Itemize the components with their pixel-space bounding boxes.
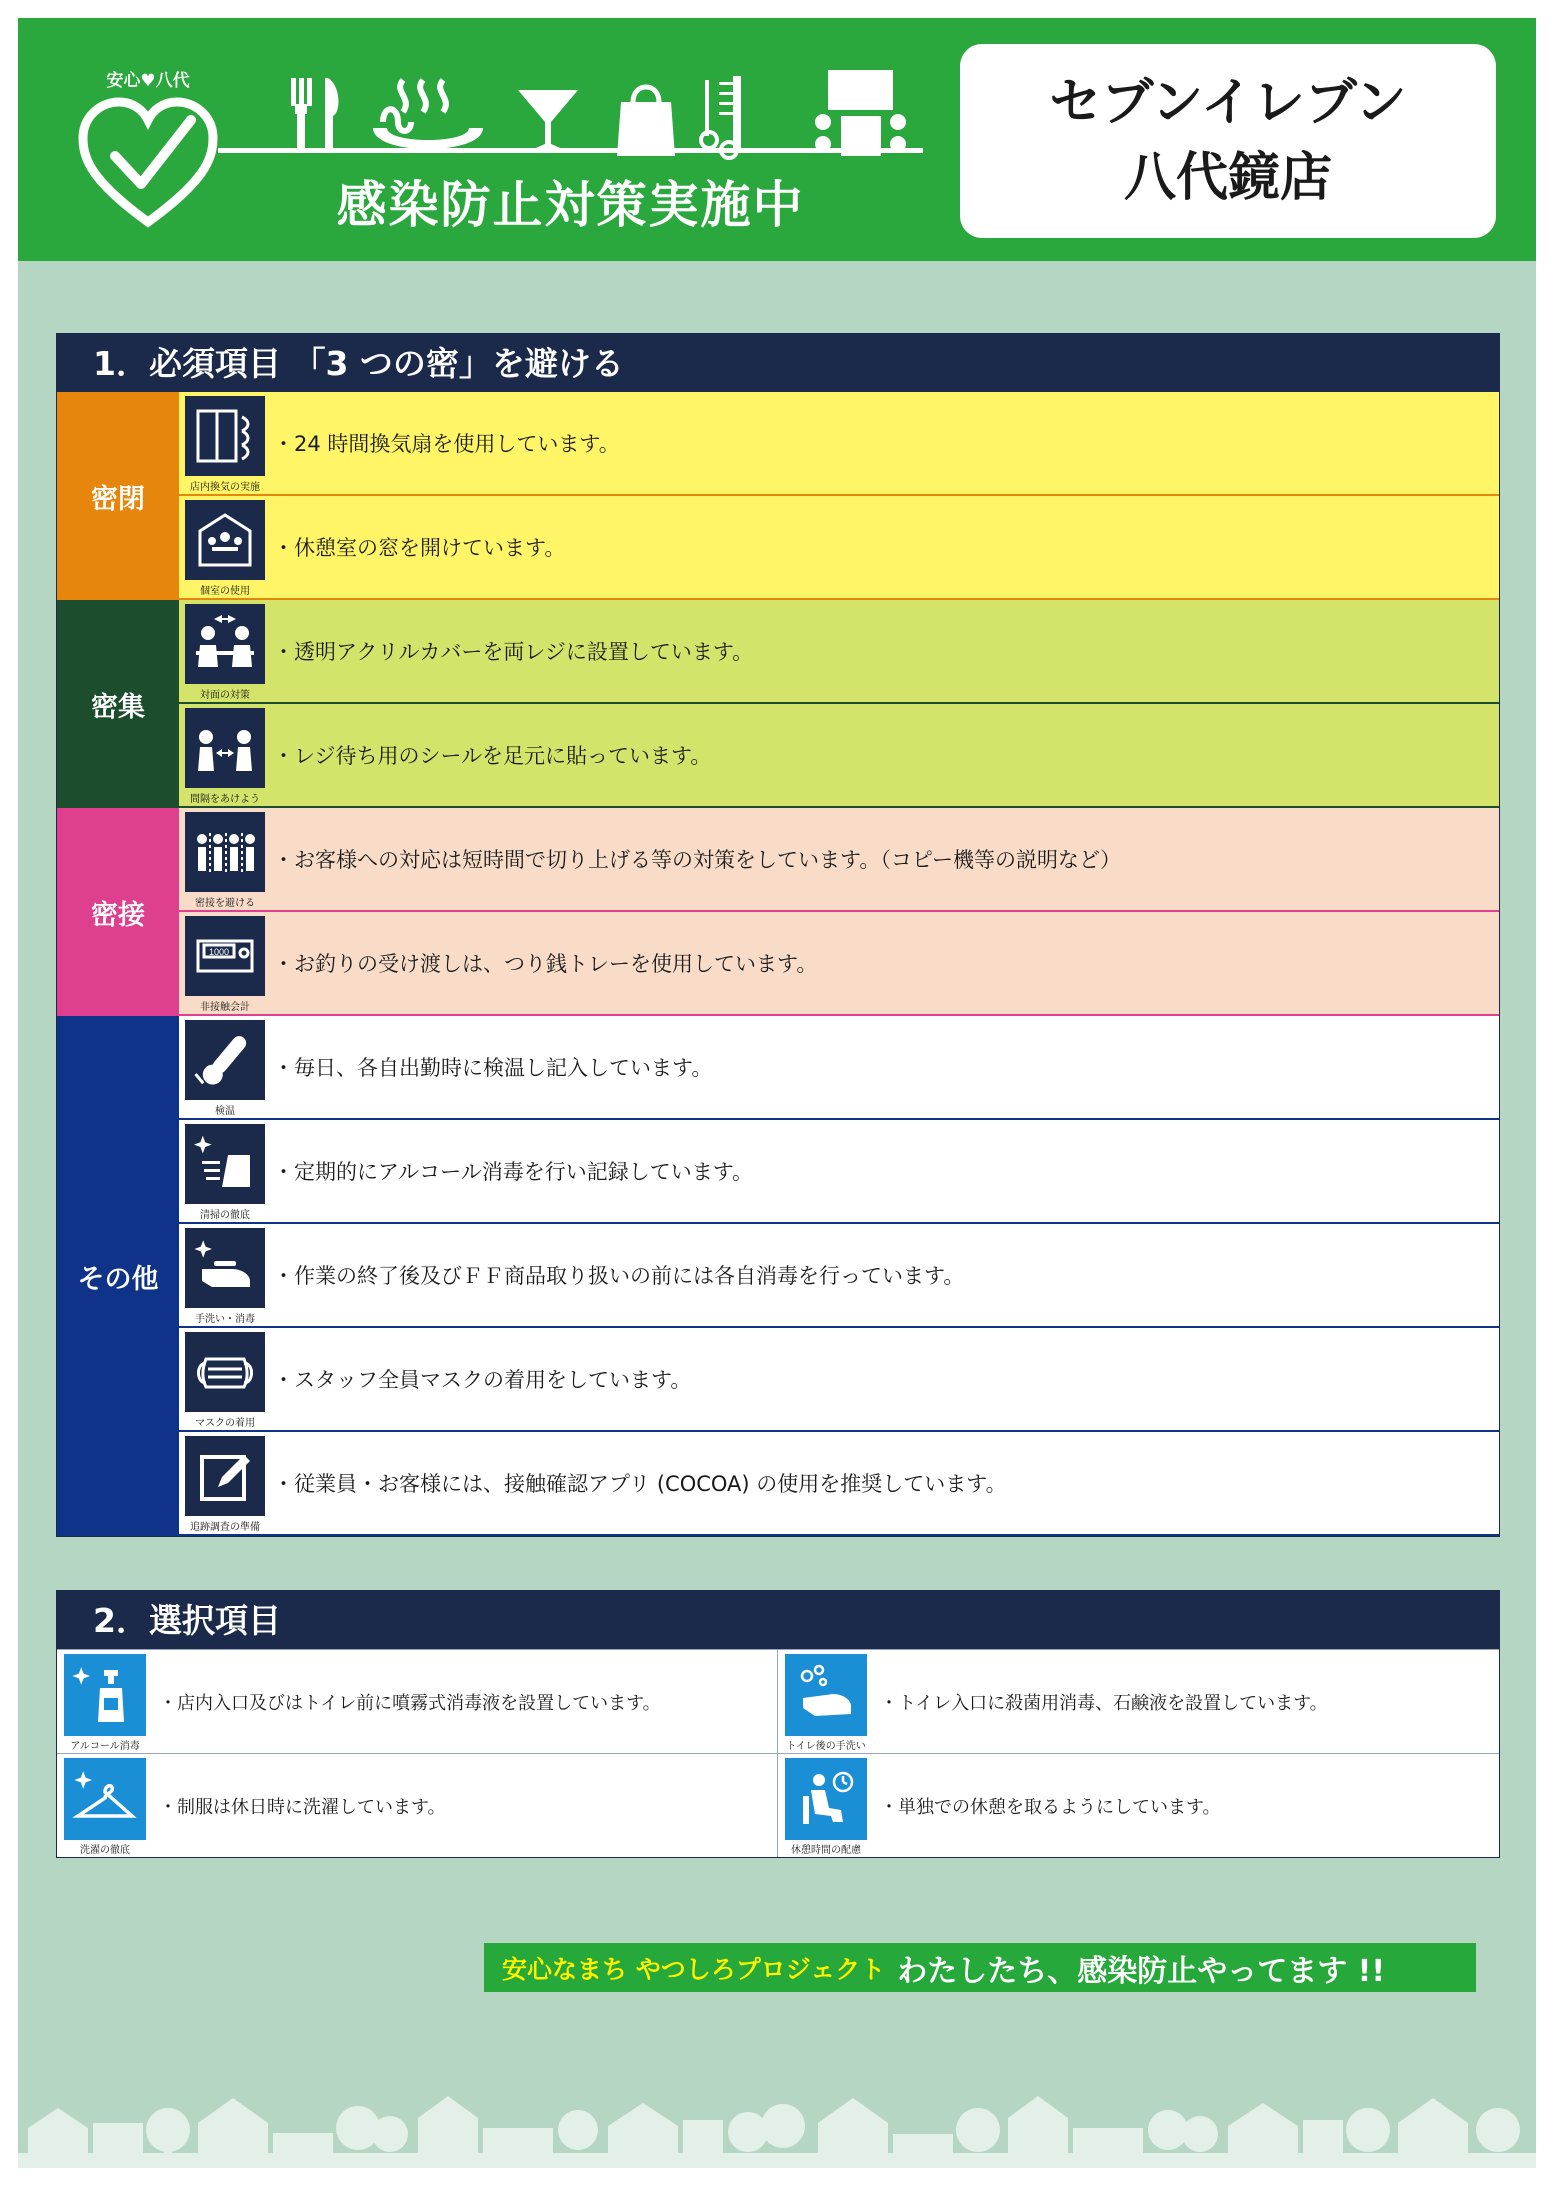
measure-icon-cell — [179, 1120, 271, 1222]
measure-icon-cell — [179, 600, 271, 702]
measure-icon-cell — [179, 392, 271, 494]
optional-text: ・店内入口及びはトイレ前に噴霧式消毒液を設置しています。 — [159, 1692, 661, 1714]
distance-icon — [185, 708, 265, 788]
icon-caption: 追跡調査の準備 — [190, 1522, 260, 1533]
category-group — [57, 600, 1499, 808]
store-name-line1: セブンイレブン — [1049, 73, 1407, 133]
category-rows — [179, 600, 1499, 808]
measure-row — [179, 392, 1499, 496]
tracing-icon — [185, 1436, 265, 1516]
measure-text: ・毎日、各自出勤時に検温し記入しています。 — [273, 1056, 713, 1080]
cleaning-icon — [185, 1124, 265, 1204]
business-category-icons — [253, 60, 953, 160]
icon-caption: 対面の対策 — [200, 690, 250, 701]
measure-row — [179, 1328, 1499, 1432]
category-rows — [179, 808, 1499, 1016]
icon-caption: マスクの着用 — [195, 1418, 255, 1429]
optional-items-section — [56, 1590, 1500, 1858]
measure-text: ・スタッフ全員マスクの着用をしています。 — [273, 1368, 692, 1392]
measure-row — [179, 1120, 1499, 1224]
icon-caption: 手洗い・消毒 — [195, 1314, 255, 1325]
optional-text: ・トイレ入口に殺菌用消毒、石鹸液を設置しています。 — [880, 1692, 1328, 1714]
measure-text: ・従業員・お客様には、接触確認アプリ (COCOA) の使用を推奨しています。 — [273, 1472, 1007, 1496]
private-room-icon — [185, 500, 265, 580]
section2-title: 2．選択項目 — [57, 1591, 1499, 1649]
measure-icon-cell — [179, 496, 271, 598]
measure-row — [179, 704, 1499, 808]
logo-text: 安心♥八代 — [106, 71, 190, 91]
icon-caption: 清掃の徹底 — [200, 1210, 250, 1221]
measure-row — [179, 496, 1499, 600]
section1-groups — [57, 392, 1499, 1536]
hanger-icon — [64, 1758, 146, 1840]
mask-icon — [185, 1332, 265, 1412]
optional-item — [57, 1649, 778, 1753]
icon-caption: 検温 — [215, 1106, 235, 1117]
poster — [18, 18, 1536, 2168]
face-to-face-icon — [185, 604, 265, 684]
measure-icon-cell — [179, 912, 271, 1014]
category-label: 密接 — [57, 808, 179, 1016]
measure-row — [179, 600, 1499, 704]
icon-caption: 洗濯の徹底 — [80, 1845, 130, 1856]
optional-icon-cell — [57, 1650, 153, 1753]
measure-text: ・レジ待ち用のシールを足元に貼っています。 — [273, 744, 712, 768]
optional-item — [57, 1753, 778, 1857]
optional-icon-cell — [57, 1754, 153, 1857]
measure-text: ・お客様への対応は短時間で切り上げる等の対策をしています。（コピー機等の説明など） — [273, 848, 1121, 872]
measure-row — [179, 912, 1499, 1016]
header-divider — [218, 148, 923, 153]
optional-icon-cell — [778, 1650, 874, 1753]
measure-icon-cell — [179, 1016, 271, 1118]
measure-row — [179, 1432, 1499, 1536]
category-group — [57, 1016, 1499, 1536]
measure-icon-cell — [179, 808, 271, 910]
svg-text:1000: 1000 — [208, 947, 230, 957]
optional-text: ・制服は休日時に洗濯しています。 — [159, 1796, 446, 1818]
section2-grid — [57, 1649, 1499, 1857]
icon-caption: 個室の使用 — [200, 586, 250, 597]
store-name-box — [960, 44, 1496, 238]
category-label: 密閉 — [57, 392, 179, 600]
store-name-line2: 八代鏡店 — [1123, 148, 1332, 209]
icon-caption: 休憩時間の配慮 — [791, 1845, 861, 1856]
measure-row — [179, 1224, 1499, 1328]
heart-check-icon — [73, 90, 223, 240]
optional-icon-cell — [778, 1754, 874, 1857]
measure-icon-cell — [179, 1224, 271, 1326]
thermometer-icon — [185, 1020, 265, 1100]
icon-caption: 間隔をあけよう — [190, 794, 260, 805]
optional-item — [778, 1649, 1499, 1753]
hand-wash-icon — [785, 1654, 867, 1736]
ventilation-icon — [185, 396, 265, 476]
page-title: 感染防止対策実施中 — [336, 176, 805, 234]
header-banner — [18, 18, 1536, 261]
category-label: その他 — [57, 1016, 179, 1536]
measure-text: ・24 時間換気扇を使用しています。 — [273, 432, 620, 456]
slogan-banner — [484, 1943, 1476, 1992]
townscape-decoration — [18, 2068, 1536, 2168]
slogan-text: わたしたち、感染防止やってます !! — [897, 1953, 1386, 1989]
break-time-icon — [785, 1758, 867, 1840]
section1-title: 1．必須項目 「3 つの密」を避ける — [57, 334, 1499, 392]
alcohol-bottle-icon — [64, 1654, 146, 1736]
measure-icon-cell — [179, 1328, 271, 1430]
icon-caption: アルコール消毒 — [70, 1741, 140, 1752]
measure-icon-cell — [179, 704, 271, 806]
avoid-contact-icon — [185, 812, 265, 892]
category-group — [57, 392, 1499, 600]
measure-text: ・作業の終了後及びＦＦ商品取り扱いの前には各自消毒を行っています。 — [273, 1264, 965, 1288]
required-items-section — [56, 333, 1500, 1537]
icon-caption: 店内換気の実施 — [190, 482, 260, 493]
optional-text: ・単独での休憩を取るようにしています。 — [880, 1796, 1221, 1818]
measure-row — [179, 808, 1499, 912]
measure-row — [179, 1016, 1499, 1120]
measure-text: ・透明アクリルカバーを両レジに設置しています。 — [273, 640, 754, 664]
optional-item — [778, 1753, 1499, 1857]
icon-caption: トイレ後の手洗い — [786, 1741, 866, 1752]
measure-text: ・休憩室の窓を開けています。 — [273, 536, 566, 560]
measure-text: ・お釣りの受け渡しは、つり銭トレーを使用しています。 — [273, 952, 818, 976]
hand-disinfect-icon — [185, 1228, 265, 1308]
measure-icon-cell — [179, 1432, 271, 1534]
category-rows — [179, 392, 1499, 600]
icon-caption: 非接触会計 — [200, 1002, 250, 1013]
category-rows — [179, 1016, 1499, 1536]
category-group — [57, 808, 1499, 1016]
icon-caption: 密接を避ける — [195, 898, 255, 909]
project-name: 安心なまち やつしろプロジェクト — [502, 1954, 886, 1984]
anshin-yatsushiro-logo — [73, 66, 223, 236]
category-label: 密集 — [57, 600, 179, 808]
measure-text: ・定期的にアルコール消毒を行い記録しています。 — [273, 1160, 754, 1184]
contactless-payment-icon — [185, 916, 265, 996]
